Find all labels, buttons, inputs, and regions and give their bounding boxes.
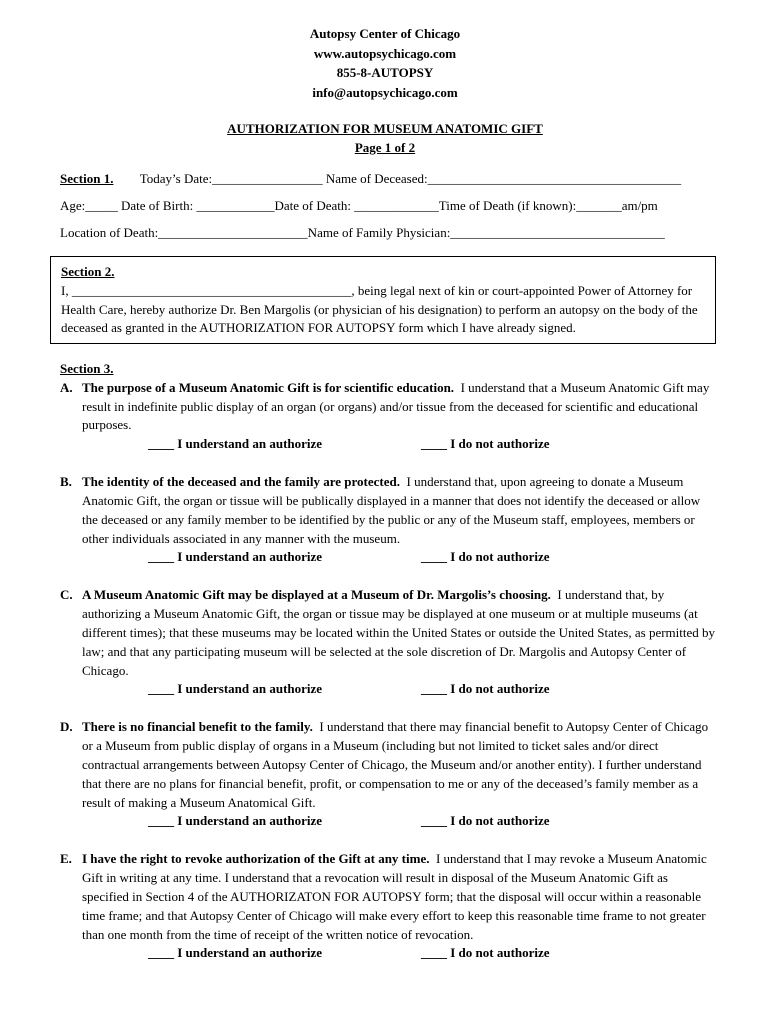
section1-line2[interactable]: Age:_____ Date of Birth: ____________Date of Death: _____________Time of Death (if known):_______am/pm — [60, 198, 658, 213]
choice-row-b — [60, 548, 715, 567]
choice-row-c — [60, 680, 715, 699]
page-number: Page 1 of 2 — [354, 140, 416, 155]
item-text: I understand that, upon agreeing to donate a Museum Anatomic Gift, the organ or tissue will be publically displayed in a manner that does not identify the deceased or allow the deceased or any family member to be identified by the public or any of the Museum staff, employees, members or other individuals associated in any manner with the museum. — [82, 474, 701, 546]
item-label: E. — [60, 851, 72, 867]
section1-line3[interactable]: Location of Death:_______________________Name of Family Physician:_________________________________ — [60, 225, 665, 240]
choice-row-e — [60, 944, 715, 963]
website-text: www.autopsychicago.com — [313, 45, 457, 61]
section3 — [60, 360, 715, 963]
phone-text: 855-8-AUTOPSY — [336, 65, 434, 80]
decline-choice[interactable]: ____ I do not authorize — [421, 549, 550, 565]
section2-text: I, ___________________________________________, being legal next of kin or court-appointed Power of Attorney for Health Care, hereby authorize Dr. Ben Margolis (or physician of his designation) to perform an autopsy on the body of the deceased as granted in the AUTHORIZATION FOR AUTOPSY form which I have already signed. — [61, 282, 698, 336]
item-lead: The identity of the deceased and the family are protected. — [82, 474, 400, 490]
org-name: Autopsy Center of Chicago — [309, 26, 461, 41]
item-label: C. — [60, 587, 73, 603]
item-text: I understand that a Museum Anatomic Gift may result in indefinite public display of an organ (or organs) and/or tissue from the deceased for scientific and educational purposes. — [82, 379, 710, 433]
email-text: info@autopsychicago.com — [312, 84, 458, 100]
letterhead — [0, 24, 770, 102]
section2-box — [50, 256, 716, 344]
authorize-choice[interactable]: ____ I understand an authorize — [148, 436, 323, 452]
item-lead: The purpose of a Museum Anatomic Gift is for scientific education. — [82, 379, 455, 395]
decline-choice[interactable]: ____ I do not authorize — [421, 945, 550, 961]
choice-row-d — [60, 812, 715, 831]
form-title — [0, 119, 770, 157]
item-label: D. — [60, 719, 73, 735]
decline-choice[interactable]: ____ I do not authorize — [421, 813, 550, 829]
section3-item-d — [60, 718, 715, 812]
section1-line1 — [60, 170, 681, 189]
item-label: A. — [60, 379, 73, 395]
section3-heading: Section 3. — [60, 361, 114, 376]
item-lead: A Museum Anatomic Gift may be displayed at a Museum of Dr. Margolis’s choosing. — [82, 587, 551, 603]
item-text: I understand that, by authorizing a Museum Anatomic Gift, the organ or tissue may be displayed at one museum or at multiple museums (at different times); that these museums may be located within the United States or outside the United States, as permitted by law; and that any participating museum will be selected at the sole discretion of Dr. Margolis and Autopsy Center of Chicago. — [82, 587, 716, 678]
item-text: I understand that I may revoke a Museum Anatomic Gift in writing at any time. I understand that a revocation will result in disposal of the Museum Anatomic Gift as specified in Section 4 of the AUTHORIZATON FOR AUTOPSY form; that the disposal will occur within a reasonable time frame; and that Autopsy Center of Chicago will make every effort to keep this reasonable time frame to not greater than one month from the time of receipt of the written notice of revocation. — [82, 851, 707, 942]
section3-item-a — [60, 379, 715, 435]
section2-heading: Section 2. — [61, 264, 115, 279]
section1-date-name-fields[interactable]: Today’s Date:_________________ Name of Deceased:_______________________________________ — [139, 171, 682, 186]
section3-item-b — [60, 473, 715, 548]
decline-choice[interactable]: ____ I do not authorize — [421, 436, 550, 452]
item-lead: I have the right to revoke authorization of the Gift at any time. — [82, 851, 430, 867]
item-text: I understand that there may financial benefit to Autopsy Center of Chicago or a Museum from public display of organs in a Museum (including but not limited to ticket sales and/or direct contractual arrangements between Autopsy Center of Chicago, the Museum and/or another entity). I further understand that there are no plans for financial benefit, profit, or compensation to me or any of the deceased’s family member as a result of making a Museum Anatomical Gift. — [82, 719, 709, 810]
authorize-choice[interactable]: ____ I understand an authorize — [148, 945, 323, 961]
item-lead: There is no financial benefit to the family. — [82, 719, 313, 735]
form-title-main: AUTHORIZATION FOR MUSEUM ANATOMIC GIFT — [227, 121, 543, 136]
section3-item-e — [60, 850, 715, 944]
authorize-choice[interactable]: ____ I understand an authorize — [148, 813, 323, 829]
section1-heading: Section 1. — [60, 171, 114, 186]
authorize-choice[interactable]: ____ I understand an authorize — [148, 681, 323, 697]
section3-item-c — [60, 586, 715, 680]
item-label: B. — [60, 474, 72, 490]
choice-row-a — [60, 435, 715, 454]
decline-choice[interactable]: ____ I do not authorize — [421, 681, 550, 697]
authorize-choice[interactable]: ____ I understand an authorize — [148, 549, 323, 565]
